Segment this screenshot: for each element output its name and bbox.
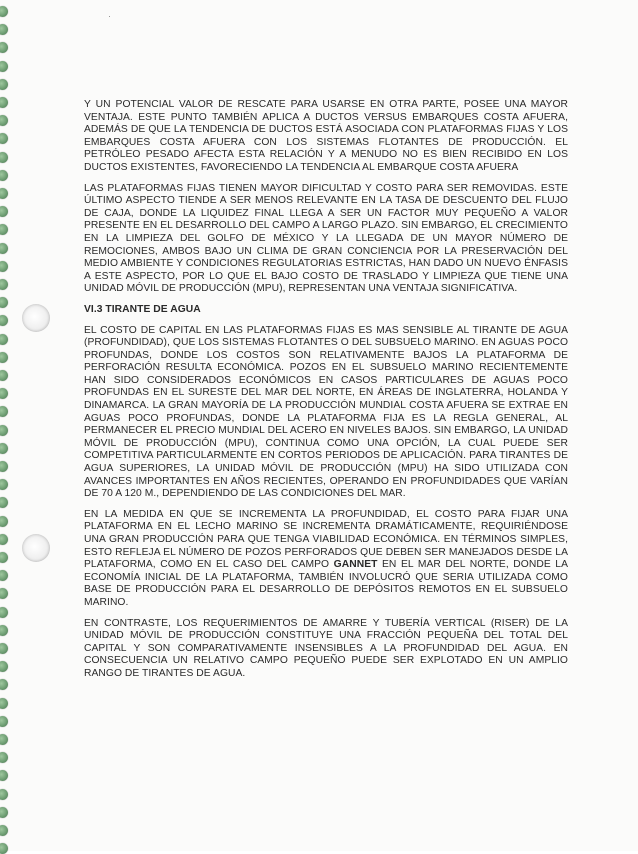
binding-ring	[0, 679, 8, 690]
binding-ring	[0, 570, 8, 581]
binding-ring	[0, 279, 8, 290]
binding-ring	[0, 115, 8, 126]
binding-ring	[0, 479, 8, 490]
paragraph-depth-text-a: EN LA MEDIDA EN QUE SE INCREMENTA LA PROFUNDIDAD, EL COSTO PARA FIJAR UNA PLATAFORMA EN EL LECHO MARINO SE INCREMENTA DRAMÁTICAMENTE, REQUIRIÉNDOSE UNA GRAN PRODUCCIÓN PARA QUE TENGA VIABILIDAD ECONÓMICA. EN TÉRMINOS SIMPLES, ESTO REFLEJA EL NÚMERO DE POZOS PERFORADOS QUE DEBEN SER MANEJADOS DESDE LA PLATAFORMA, COMO EN EL CASO DEL CAMPO	[84, 508, 568, 571]
binding-ring	[0, 188, 8, 199]
binding-ring	[0, 461, 8, 472]
binding-ring	[0, 370, 8, 381]
binding-ring	[0, 425, 8, 436]
binding-ring	[0, 607, 8, 618]
binding-ring	[0, 588, 8, 599]
scan-speck	[109, 16, 110, 17]
punch-hole-upper	[22, 304, 50, 332]
binding-ring	[0, 97, 8, 108]
paragraph-rescue-value: Y UN POTENCIAL VALOR DE RESCATE PARA USARSE EN OTRA PARTE, POSEE UNA MAYOR VENTAJA. ESTE PUNTO TAMBIÉN APLICA A DUCTOS VERSUS EMBARQUES COSTA AFUERA, ADEMÁS DE QUE LA TENDENCIA DE DUCTOS ESTÁ ASOCIADA CON PLATAFORMAS FIJAS Y LOS EMBARQUES COSTA AFUERA CON LOS SISTEMAS FLOTANTES DE PRODUCCIÓN. EL PETRÓLEO PESADO AFECTA ESTA RELACIÓN Y A MENUDO NO ES BIEN RECIBIDO EN LOS DUCTOS EXISTENTES, FAVORECIENDO LA TENDENCIA AL EMBARQUE COSTA AFUERA	[84, 99, 568, 173]
binding-ring	[0, 61, 8, 72]
binding-ring	[0, 133, 8, 144]
binding-ring	[0, 625, 8, 636]
spiral-binding	[0, 0, 18, 851]
paragraph-capital-cost: EL COSTO DE CAPITAL EN LAS PLATAFORMAS FIJAS ES MAS SENSIBLE AL TIRANTE DE AGUA (PROFUNDIDAD), QUE LOS SISTEMAS FLOTANTES O DEL SUBSUELO MARINO. EN AGUAS POCO PROFUNDAS, DONDE LOS COSTOS SON RELATIVAMENTE BAJOS LA PLATAFORMA DE PERFORACIÓN RESULTA ECONÓMICA. POZOS EN EL SUBSUELO MARINO RECIENTEMENTE HAN SIDO CONSIDERADOS ECONÓMICOS EN CASOS PARTICULARES DE AGUAS POCO PROFUNDAS EN EL SURESTE DEL MAR DEL NORTE, EN ÁREAS DE INGLATERRA, HOLANDA Y DINAMARCA. LA GRAN MAYORÍA DE LA PRODUCCIÓN MUNDIAL COSTA AFUERA SE EXTRAE EN AGUAS POCO PROFUNDAS, DONDE LA PLATAFORMA FIJA ES LA REGLA GENERAL, AL PERMANECER EL PRECIO MUNDIAL DEL ACERO EN NIVELES BAJOS. SIN EMBARGO, LA UNIDAD MÓVIL DE PRODUCCIÓN (MPU), CONTINUA COMO UNA OPCIÓN, LA CUAL PUEDE SER COMPETITIVA PARTICULARMENTE EN CORTOS PERIODOS DE APLICACIÓN. PARA TIRANTES DE AGUA SUPERIORES, LA UNIDAD MÓVIL DE PRODUCCIÓN (MPU) HA SIDO UTILIZADA CON AVANCES IMPORTANTES EN AÑOS RECIENTES, OPERANDO EN PROFUNDIDADES QUE VARÍAN DE 70 A 120 M., DEPENDIENDO DE LAS CONDICIONES DEL MAR.	[84, 324, 568, 500]
binding-ring	[0, 24, 8, 35]
binding-ring	[0, 388, 8, 399]
binding-ring	[0, 716, 8, 727]
gannet-field-name: GANNET	[333, 559, 378, 571]
binding-ring	[0, 552, 8, 563]
binding-ring	[0, 6, 8, 17]
binding-ring	[0, 152, 8, 163]
binding-ring	[0, 406, 8, 417]
binding-ring	[0, 334, 8, 345]
binding-ring	[0, 516, 8, 527]
binding-ring	[0, 661, 8, 672]
binding-ring	[0, 843, 8, 854]
binding-ring	[0, 297, 8, 308]
binding-ring	[0, 170, 8, 181]
binding-ring	[0, 79, 8, 90]
section-heading: VI.3 TIRANTE DE AGUA	[84, 303, 201, 315]
binding-ring	[0, 698, 8, 709]
document-body	[84, 99, 568, 689]
binding-ring	[0, 789, 8, 800]
binding-ring	[0, 42, 8, 53]
binding-ring	[0, 807, 8, 818]
paragraph-fixed-platforms: LAS PLATAFORMAS FIJAS TIENEN MAYOR DIFICULTAD Y COSTO PARA SER REMOVIDAS. ESTE ÚLTIMO ASPECTO TIENDE A SER MENOS RELEVANTE EN LA TASA DE DESCUENTO DEL FLUJO DE CAJA, DONDE LA LIQUIDEZ FINAL LLEGA A SER UN FACTOR MUY PEQUEÑO A VALOR PRESENTE EN EL DESARROLLO DEL CAMPO A LARGO PLAZO. SIN EMBARGO, EL CRECIMIENTO EN LA LIMPIEZA DEL GOLFO DE MÉXICO Y LA LLEGADA DE UN MAYOR NÚMERO DE REMOCIONES, AMBOS BAJO UN CLIMA DE GRAN CONCIENCIA POR LA PRESERVACIÓN DEL MEDIO AMBIENTE Y CONDICIONES REGULATORIAS ESTRICTAS, HAN DADO UN NUEVO ÉNFASIS A ESTE ASPECTO, POR LO QUE EL BAJO COSTO DE TRASLADO Y LIMPIEZA QUE TIENE UNA UNIDAD MÓVIL DE PRODUCCIÓN (MPU), REPRESENTAN UNA VENTAJA SIGNIFICATIVA.	[84, 182, 568, 295]
binding-ring	[0, 352, 8, 363]
binding-ring	[0, 243, 8, 254]
paragraph-contrast: EN CONTRASTE, LOS REQUERIMIENTOS DE AMARRE Y TUBERÍA VERTICAL (RISER) DE LA UNIDAD MÓVIL DE PRODUCCIÓN CONSTITUYE UNA FRACCIÓN PEQUEÑA DEL TOTAL DEL CAPITAL Y SON COMPARATIVAMENTE INSENSIBLES A LA PROFUNDIDAD DEL AGUA. EN CONSECUENCIA UN RELATIVO CAMPO PEQUEÑO PUEDE SER EXPLOTADO EN UN AMPLIO RANGO DE TIRANTES DE AGUA.	[84, 617, 568, 679]
binding-ring	[0, 497, 8, 508]
binding-ring	[0, 443, 8, 454]
binding-ring	[0, 752, 8, 763]
binding-ring	[0, 261, 8, 272]
binding-ring	[0, 643, 8, 654]
binding-ring	[0, 534, 8, 545]
binding-ring	[0, 206, 8, 217]
binding-ring	[0, 315, 8, 326]
binding-ring	[0, 770, 8, 781]
punch-hole-lower	[22, 534, 50, 562]
binding-ring	[0, 224, 8, 235]
binding-ring	[0, 734, 8, 745]
binding-ring	[0, 825, 8, 836]
paragraph-depth-increase	[84, 509, 568, 610]
paragraph-depth-text-b: EN EL MAR DEL NORTE, DONDE LA ECONOMÍA INICIAL DE LA PLATAFORMA, TAMBIÉN INVOLUCRÓ QUE SERIA UTILIZADA COMO BASE DE PRODUCCIÓN PARA EL DESARROLLO DE DEPÓSITOS REMOTOS EN EL SUBSUELO MARINO.	[84, 559, 568, 608]
